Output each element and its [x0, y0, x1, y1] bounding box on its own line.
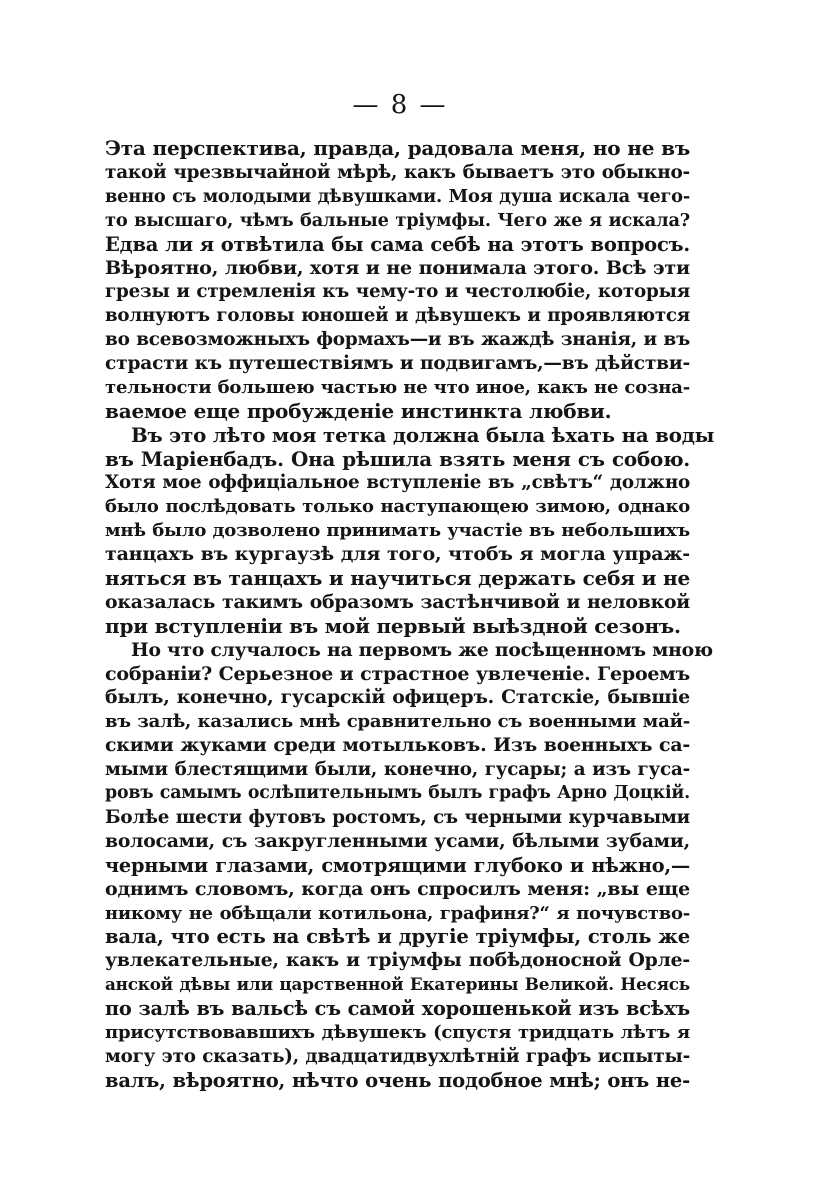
text-line: однимъ словомъ, когда онъ спросилъ меня: „вы еще	[105, 877, 690, 900]
text-line: мнѣ было дозволено принимать участіе въ небольшихъ	[105, 520, 690, 542]
text-line: оказалась такимъ образомъ застѣнчивой и неловкой	[105, 590, 690, 613]
text-line: могу это сказать), двадцатидвухлѣтній графъ испыты-	[105, 1045, 690, 1067]
text-line: при вступленіи въ мой первый выѣздной сезонъ.	[105, 613, 681, 638]
text-line: черными глазами, смотрящими глубоко и нѣжно,—	[105, 853, 690, 877]
text-line: въ Маріенбадъ. Она рѣшила взять меня съ собою.	[105, 446, 690, 471]
text-line: былъ, конечно, гусарскій офицеръ. Статскіе, бывшіе	[105, 686, 690, 709]
text-line: страсти къ путешествіямъ и подвигамъ,—въ дѣйстви-	[105, 353, 690, 375]
text-line: Хотя мое оффиціальное вступленіе въ „свѣтъ“ должно	[105, 472, 690, 494]
text-line: волосами, съ закругленными усами, бѣлыми зубами,	[105, 829, 690, 852]
text-line: танцахъ въ кургаузѣ для того, чтобъ я могла упраж-	[105, 543, 690, 566]
text-line: такой чрезвычайной мѣрѣ, какъ бываетъ это обыкно-	[105, 161, 690, 183]
text-line: венно съ молодыми дѣвушками. Моя душа искала чего-	[105, 185, 690, 207]
text-line: Эта перспектива, правда, радовала меня, но не въ	[105, 136, 690, 160]
text-line: присутствовавшихъ дѣвушекъ (спустя тридцать лѣтъ я	[105, 1021, 690, 1043]
page-number: — 8 —	[352, 90, 448, 120]
text-line: то высшаго, чѣмъ бальные тріумфы. Чего же я искала?	[105, 209, 690, 231]
text-line: Вѣроятно, любви, хотя и не понимала этого. Всѣ эти	[105, 256, 690, 280]
text-line: грезы и стремленія къ чему-то и честолюбіе, которыя	[105, 281, 690, 303]
text-line: никому не обѣщали котильона, графиня?“ я почувство-	[105, 902, 690, 924]
text-line: увлекательные, какъ и тріумфы побѣдоносной Орле-	[105, 949, 690, 972]
text-line: Едва ли я отвѣтила бы сама себѣ на этотъ вопросъ.	[105, 232, 690, 256]
text-line: во всевозможныхъ формахъ—и въ жаждѣ знанія, и въ	[105, 329, 690, 351]
text-line: няться въ танцахъ и научиться держать себя и не	[105, 566, 690, 591]
text-line: вала, что есть на свѣтѣ и другіе тріумфы, столь же	[105, 925, 690, 949]
text-line: волнуютъ головы юношей и дѣвушекъ и проявляются	[105, 305, 690, 327]
text-line: тельности большею частью не что иное, какъ не созна-	[105, 376, 690, 398]
text-line: валъ, вѣроятно, нѣчто очень подобное мнѣ; онъ не-	[105, 1068, 690, 1092]
text-line: было послѣдовать только наступающею зимою, однако	[105, 496, 690, 518]
paragraph-start: Но что случалось на первомъ же посѣщенномъ мною	[131, 638, 713, 661]
text-line: скими жуками среди мотыльковъ. Изъ военныхъ са-	[105, 734, 690, 757]
text-line: мыми блестящими были, конечно, гусары; а изъ гуса-	[105, 759, 690, 781]
text-line: въ залѣ, казались мнѣ сравнительно съ военными май-	[105, 711, 690, 733]
body-text	[105, 136, 715, 1093]
paragraph-start: Въ это лѣто моя тетка должна была ѣхать на воды	[131, 422, 715, 447]
text-line: ваемое еще пробужденіе инстинкта любви.	[105, 398, 612, 423]
text-line: Болѣе шести футовъ ростомъ, съ черными курчавыми	[105, 806, 690, 828]
text-line: по залѣ въ вальсѣ съ самой хорошенькой изъ всѣхъ	[105, 997, 690, 1021]
text-line: ровъ самымъ ослѣпительнымъ былъ графъ Арно Доцкій.	[105, 783, 690, 804]
text-line: собраніи? Серьезное и страстное увлеченіе. Героемъ	[105, 662, 690, 685]
text-line: анской дѣвы или царственной Екатерины Великой. Несясь	[105, 974, 690, 995]
